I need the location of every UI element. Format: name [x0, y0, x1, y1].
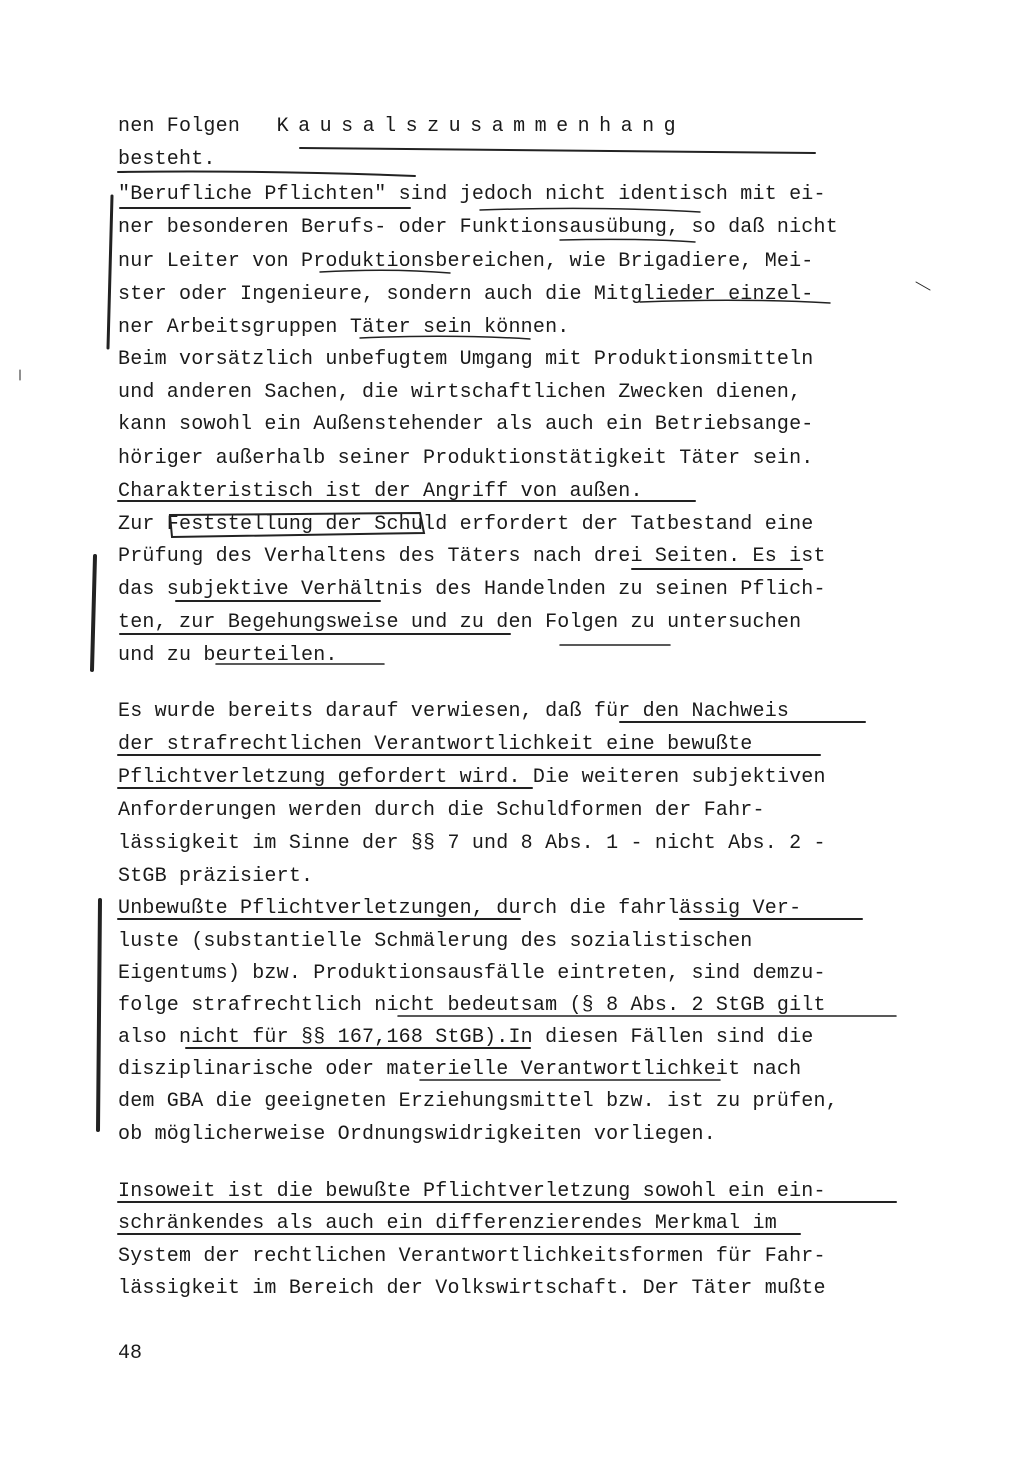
- spaced-heading: Kausalszusammenhang: [276, 115, 686, 138]
- text-line: [118, 113, 685, 141]
- text-line: "Berufliche Pflichten" sind jedoch nicht identisch mit ei-: [118, 183, 826, 206]
- text-line: kann sowohl ein Außenstehender als auch ein Betriebsange-: [118, 413, 814, 436]
- bracket-mark: [98, 900, 100, 1130]
- text-line: Prüfung des Verhaltens des Täters nach drei Seiten. Es ist: [118, 545, 826, 568]
- text-line: und zu beurteilen.: [118, 644, 338, 667]
- text-line: ner besonderen Berufs- oder Funktionsausübung, so daß nicht: [118, 216, 838, 239]
- text-line: Insoweit ist die bewußte Pflichtverletzung sowohl ein ein-: [118, 1180, 826, 1203]
- text-line: folge strafrechtlich nicht bedeutsam (§ 8 Abs. 2 StGB gilt: [118, 994, 826, 1017]
- text-line: besteht.: [118, 148, 216, 171]
- line-start: nen Folgen: [118, 115, 277, 138]
- text-line: Zur Feststellung der Schuld erfordert der Tatbestand eine: [118, 513, 814, 536]
- text-line: Anforderungen werden durch die Schuldformen der Fahr-: [118, 799, 765, 822]
- text-line: höriger außerhalb seiner Produktionstätigkeit Täter sein.: [118, 447, 814, 470]
- text-line: dem GBA die geeigneten Erziehungsmittel bzw. ist zu prüfen,: [118, 1090, 838, 1113]
- text-line: Beim vorsätzlich unbefugtem Umgang mit Produktionsmitteln: [118, 348, 814, 371]
- text-line: ner Arbeitsgruppen Täter sein können.: [118, 316, 570, 339]
- text-line: und anderen Sachen, die wirtschaftlichen Zwecken dienen,: [118, 381, 802, 404]
- bracket-mark: [108, 196, 112, 348]
- text-line: das subjektive Verhältnis des Handelnden zu seinen Pflich-: [118, 578, 826, 601]
- text-line: luste (substantielle Schmälerung des sozialistischen: [118, 930, 753, 953]
- underline-mark: [300, 148, 815, 153]
- text-line: System der rechtlichen Verantwortlichkeitsformen für Fahr-: [118, 1245, 826, 1268]
- page-number: 48: [118, 1342, 143, 1365]
- text-line: StGB präzisiert.: [118, 865, 314, 888]
- text-line: ten, zur Begehungsweise und zu den Folgen zu untersuchen: [118, 611, 802, 634]
- text-line: disziplinarische oder materielle Verantwortlichkeit nach: [118, 1058, 802, 1081]
- text-line: ob möglicherweise Ordnungswidrigkeiten vorliegen.: [118, 1123, 716, 1146]
- text-line: lässigkeit im Bereich der Volkswirtschaft. Der Täter mußte: [118, 1277, 826, 1300]
- text-line: Eigentums) bzw. Produktionsausfälle eintreten, sind demzu-: [118, 962, 826, 985]
- text-line: lässigkeit im Sinne der §§ 7 und 8 Abs. 1 - nicht Abs. 2 -: [118, 832, 826, 855]
- text-line: Charakteristisch ist der Angriff von außen.: [118, 480, 643, 503]
- tick-mark: [916, 282, 930, 290]
- text-line: schränkendes als auch ein differenzierendes Merkmal im: [118, 1212, 777, 1235]
- bracket-mark: [92, 556, 95, 670]
- text-line: also nicht für §§ 167,168 StGB).In diesen Fällen sind die: [118, 1026, 814, 1049]
- text-line: nur Leiter von Produktionsbereichen, wie Brigadiere, Mei-: [118, 250, 814, 273]
- text-line: ster oder Ingenieure, sondern auch die Mitglieder einzel-: [118, 283, 814, 306]
- text-line: Es wurde bereits darauf verwiesen, daß für den Nachweis: [118, 700, 790, 723]
- text-line: Pflichtverletzung gefordert wird. Die weiteren subjektiven: [118, 766, 826, 789]
- text-line: der strafrechtlichen Verantwortlichkeit eine bewußte: [118, 733, 753, 756]
- text-line: Unbewußte Pflichtverletzungen, durch die fahrlässig Ver-: [118, 897, 802, 920]
